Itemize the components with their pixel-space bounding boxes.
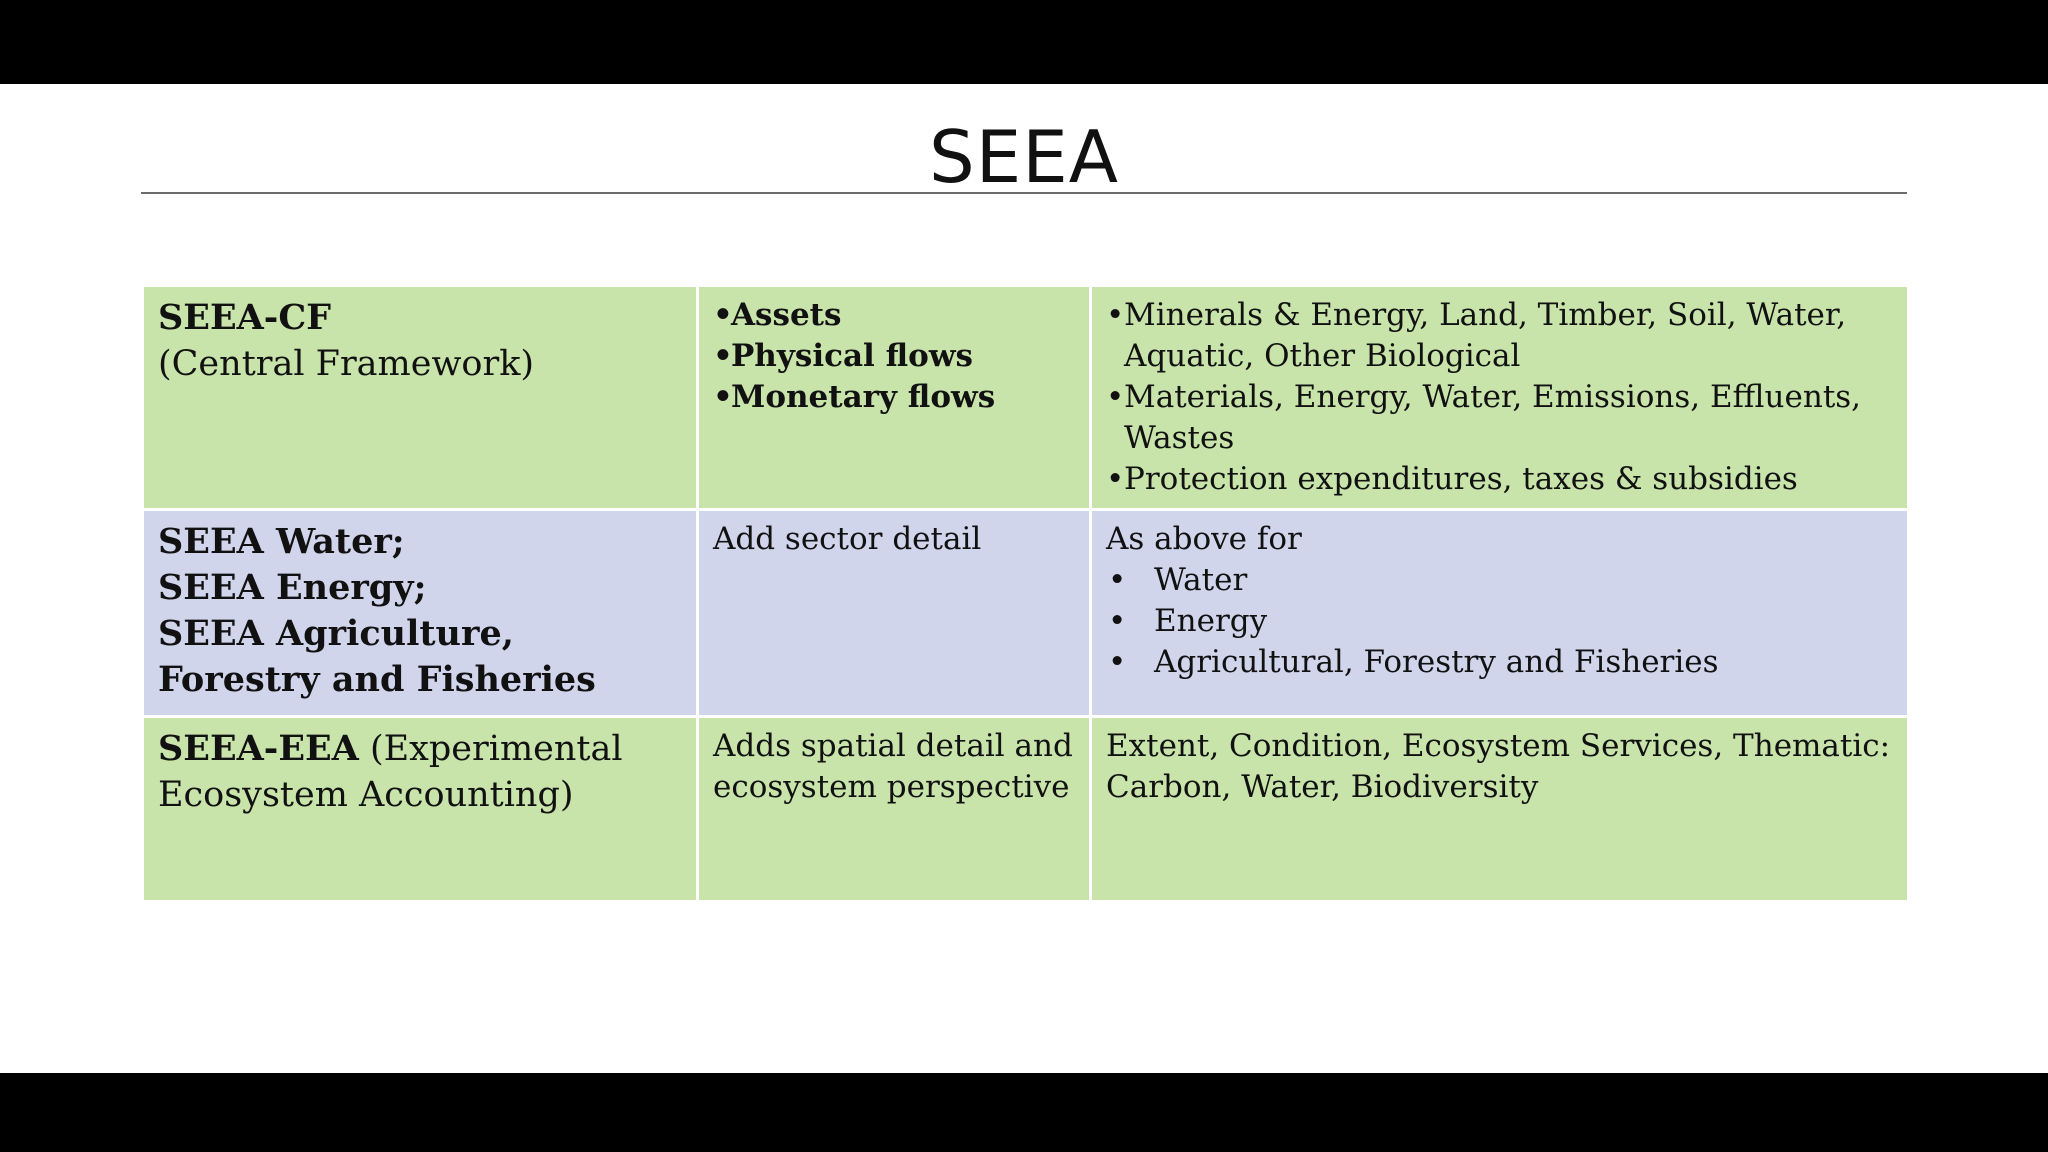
list-item: • Materials, Energy, Water, Emissions, Effluents, Wastes — [1106, 377, 1893, 459]
slide-title: SEEA — [929, 115, 1119, 199]
seea-cf-coverage-list — [1106, 295, 1893, 500]
seea-sectors-intro: As above for — [1106, 521, 1302, 557]
cell-seea-cf-accounts — [698, 286, 1091, 510]
seea-eea-detail-text: Adds spatial detail and ecosystem perspective — [713, 728, 1073, 805]
seea-table — [141, 284, 1910, 903]
seea-eea-coverage-text: Extent, Condition, Ecosystem Services, Thematic: Carbon, Water, Biodiversity — [1106, 728, 1891, 805]
cell-seea-eea-detail — [698, 717, 1091, 902]
table-row-seea-sectors — [143, 510, 1909, 717]
seea-cf-title: SEEA-CF — [158, 297, 332, 338]
seea-agriculture-label: SEEA Agriculture, Forestry and Fisheries — [158, 613, 596, 700]
list-item: • Monetary flows — [713, 377, 1075, 418]
cell-seea-cf-coverage — [1091, 286, 1909, 510]
cell-seea-sectors-detail — [698, 510, 1091, 717]
table-row-seea-eea — [143, 717, 1909, 902]
slide — [0, 84, 2048, 1073]
cell-seea-sectors-name — [143, 510, 698, 717]
list-item: • Assets — [713, 295, 1075, 336]
seea-water-label: SEEA Water; — [158, 521, 405, 562]
seea-sectors-list — [1106, 560, 1893, 683]
list-item: • Water — [1106, 560, 1893, 601]
letterbox-top — [0, 0, 2048, 84]
list-item: • Energy — [1106, 601, 1893, 642]
list-item: • Protection expenditures, taxes & subsidies — [1106, 459, 1893, 500]
seea-sectors-detail-text: Add sector detail — [713, 521, 982, 557]
seea-cf-subtitle: (Central Framework) — [158, 344, 535, 384]
seea-eea-title: SEEA-EEA — [158, 728, 359, 769]
cell-seea-cf-name — [143, 286, 698, 510]
cell-seea-sectors-coverage — [1091, 510, 1909, 717]
list-item: • Agricultural, Forestry and Fisheries — [1106, 642, 1893, 683]
list-item: • Minerals & Energy, Land, Timber, Soil, Water, Aquatic, Other Biological — [1106, 295, 1893, 377]
table-row-seea-cf — [143, 286, 1909, 510]
cell-seea-eea-name — [143, 717, 698, 902]
seea-cf-account-list — [713, 295, 1075, 418]
letterbox-bottom — [0, 1073, 2048, 1152]
seea-eea-subtitle: (Experimental Ecosystem Accounting) — [158, 729, 623, 815]
cell-seea-eea-coverage — [1091, 717, 1909, 902]
list-item: • Physical flows — [713, 336, 1075, 377]
title-divider — [141, 192, 1907, 194]
seea-energy-label: SEEA Energy; — [158, 567, 427, 608]
